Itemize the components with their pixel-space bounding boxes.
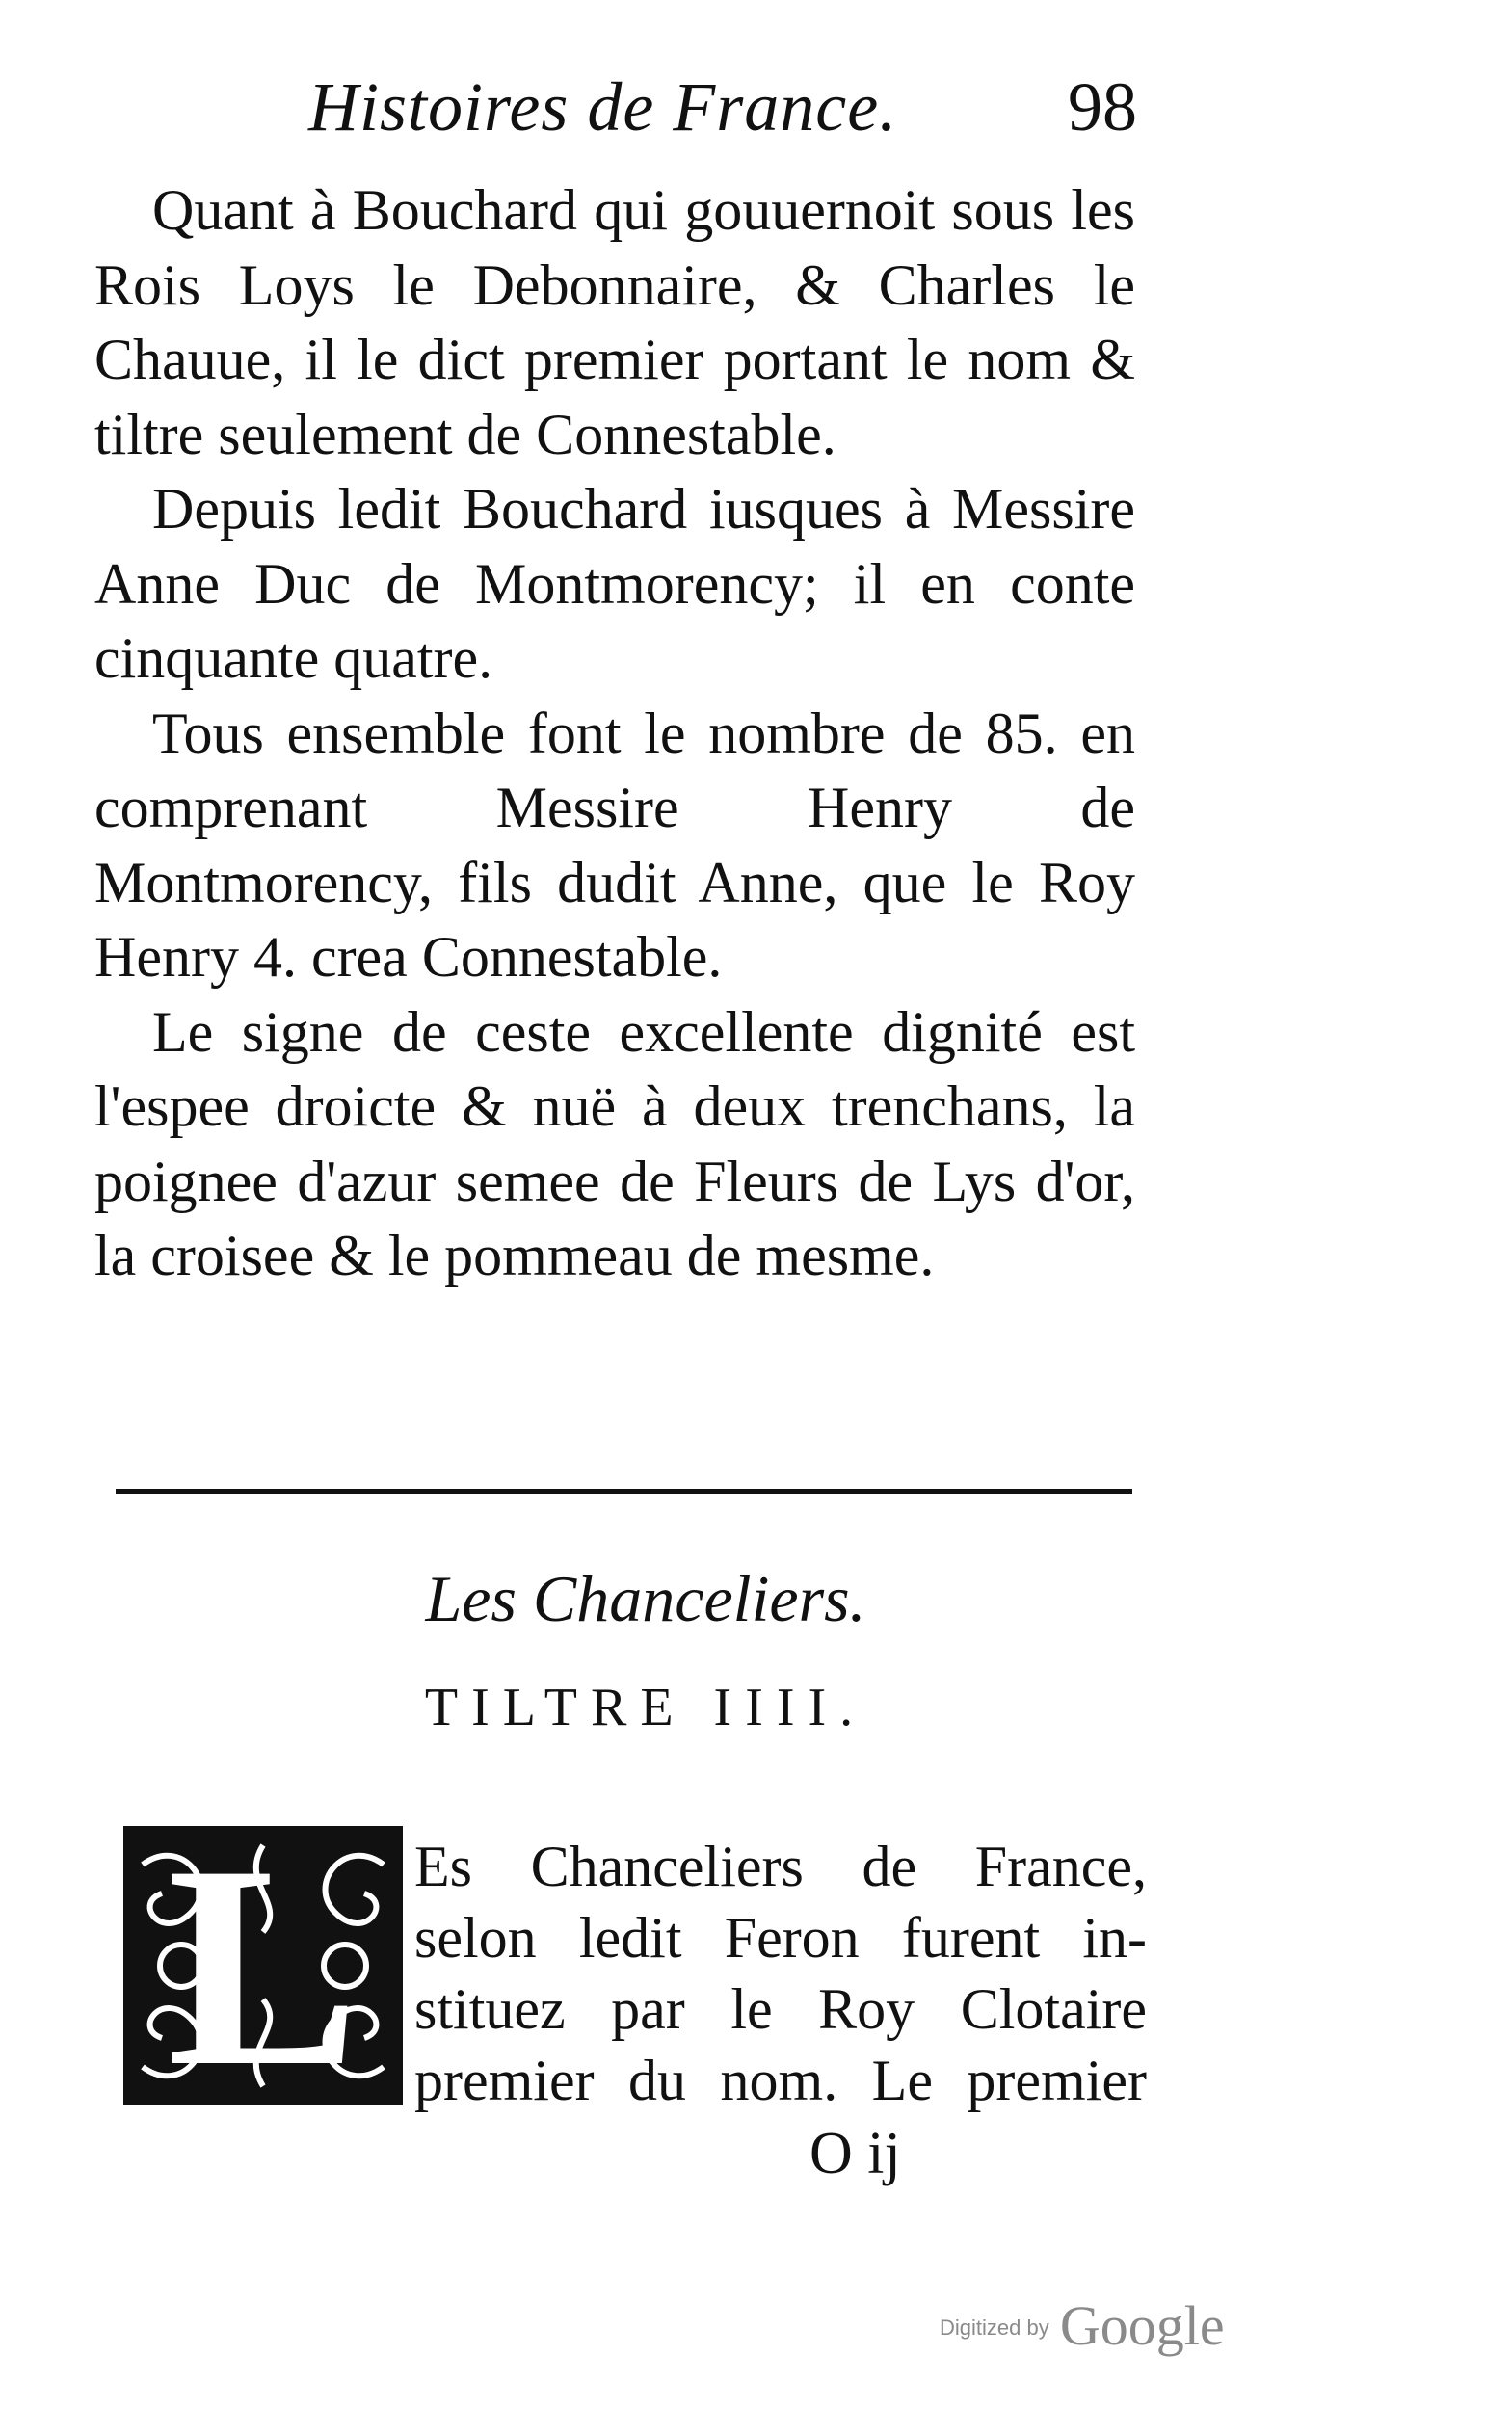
section-divider-rule (116, 1489, 1132, 1494)
opening-line: stituez par le Roy Clotaire (414, 1977, 1147, 2041)
section-heading: Les Chanceliers. (425, 1562, 866, 1635)
digitized-watermark (940, 2293, 1225, 2358)
decorated-initial (123, 1806, 403, 2126)
paragraph-tous-ensemble: Tous ensemble font le nombre de 85. en comprenant Messire Henry de Montmorency, fils dudit Anne, que le Roy Henry 4. crea Connestable. (94, 701, 1135, 989)
opening-line: Es Chanceliers de France, (414, 1835, 1147, 1898)
page-header (308, 67, 1137, 164)
opening-line: premier du nom. Le premier (414, 2049, 1147, 2112)
paragraph-depuis: Depuis ledit Bouchard iusques à Messire Anne Duc de Montmorency; il en conte cinquante quatre. (94, 477, 1135, 690)
section-title: TILTRE IIII. (424, 1678, 867, 1737)
signature-mark: O ij (809, 2121, 901, 2186)
paragraph-bouchard: Quant à Bouchard qui gouuernoit sous les Rois Loys le Debonnaire, & Charles le Chauue, il le dict premier portant le nom & tiltre seulement de Connestable. (94, 178, 1135, 466)
opening-text (414, 1831, 1147, 2116)
watermark-logo: Google (1059, 2294, 1225, 2357)
page-number: 98 (1068, 68, 1137, 146)
opening-line: selon ledit Feron furent in- (414, 1906, 1147, 1970)
body-text (94, 173, 1135, 1294)
running-title: Histoires de France. (308, 68, 898, 146)
watermark-prefix: Digitized by (940, 2316, 1049, 2340)
paragraph-signe: Le signe de ceste excellente dignité est l'espee droicte & nuë à deux trenchans, la poignee d'azur semee de Fleurs de Lys d'or, la croisee & le pommeau de mesme. (94, 999, 1135, 1287)
initial-letter: L (166, 1806, 360, 2126)
